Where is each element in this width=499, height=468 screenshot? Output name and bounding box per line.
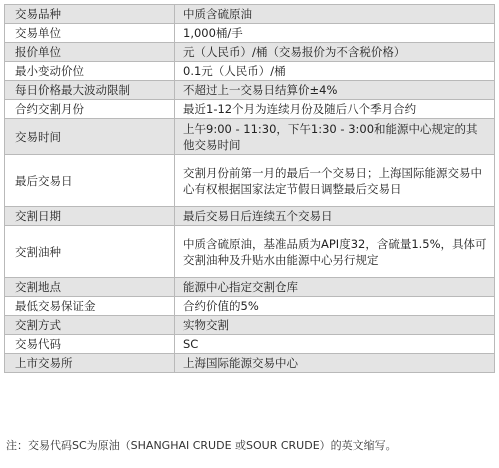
row-value: SC <box>175 335 495 354</box>
row-label: 最小变动价位 <box>5 62 175 81</box>
row-value: 能源中心指定交割仓库 <box>175 278 495 297</box>
table-row <box>5 81 495 100</box>
row-label: 交割日期 <box>5 207 175 226</box>
row-label: 交易单位 <box>5 24 175 43</box>
row-value: 元（人民币）/桶（交易报价为不含税价格） <box>175 43 495 62</box>
row-label: 报价单位 <box>5 43 175 62</box>
row-value: 实物交割 <box>175 316 495 335</box>
row-value: 上午9:00 - 11:30，下午1:30 - 3:00和能源中心规定的其他交易时间 <box>175 119 495 155</box>
row-label: 交易品种 <box>5 5 175 24</box>
table-row <box>5 62 495 81</box>
row-value: 合约价值的5% <box>175 297 495 316</box>
table-row <box>5 24 495 43</box>
row-value: 最后交易日后连续五个交易日 <box>175 207 495 226</box>
row-value: 0.1元（人民币）/桶 <box>175 62 495 81</box>
row-value: 不超过上一交易日结算价±4% <box>175 81 495 100</box>
row-value: 中质含硫原油，基准品质为API度32，含硫量1.5%，具体可交割油种及升贴水由能源中心另行规定 <box>175 226 495 278</box>
contract-spec-table <box>4 4 495 373</box>
table-row <box>5 354 495 373</box>
row-label: 合约交割月份 <box>5 100 175 119</box>
table-row <box>5 100 495 119</box>
row-label: 交易代码 <box>5 335 175 354</box>
table-row <box>5 278 495 297</box>
table-row <box>5 43 495 62</box>
row-value: 最近1-12个月为连续月份及随后八个季月合约 <box>175 100 495 119</box>
footnote: 注：交易代码SC为原油（SHANGHAI CRUDE 或SOUR CRUDE）的英文缩写。 <box>6 439 397 452</box>
row-label: 最后交易日 <box>5 155 175 207</box>
row-value: 交割月份前第一月的最后一个交易日；上海国际能源交易中心有权根据国家法定节假日调整最后交易日 <box>175 155 495 207</box>
table-row <box>5 5 495 24</box>
table-row <box>5 335 495 354</box>
row-value: 中质含硫原油 <box>175 5 495 24</box>
table-row <box>5 155 495 207</box>
row-label: 交割地点 <box>5 278 175 297</box>
table-row <box>5 119 495 155</box>
table-row <box>5 207 495 226</box>
row-label: 每日价格最大波动限制 <box>5 81 175 100</box>
table-row <box>5 316 495 335</box>
row-value: 1,000桶/手 <box>175 24 495 43</box>
row-label: 交割油种 <box>5 226 175 278</box>
row-label: 上市交易所 <box>5 354 175 373</box>
row-value: 上海国际能源交易中心 <box>175 354 495 373</box>
row-label: 最低交易保证金 <box>5 297 175 316</box>
table-row <box>5 226 495 278</box>
row-label: 交易时间 <box>5 119 175 155</box>
row-label: 交割方式 <box>5 316 175 335</box>
table-row <box>5 297 495 316</box>
